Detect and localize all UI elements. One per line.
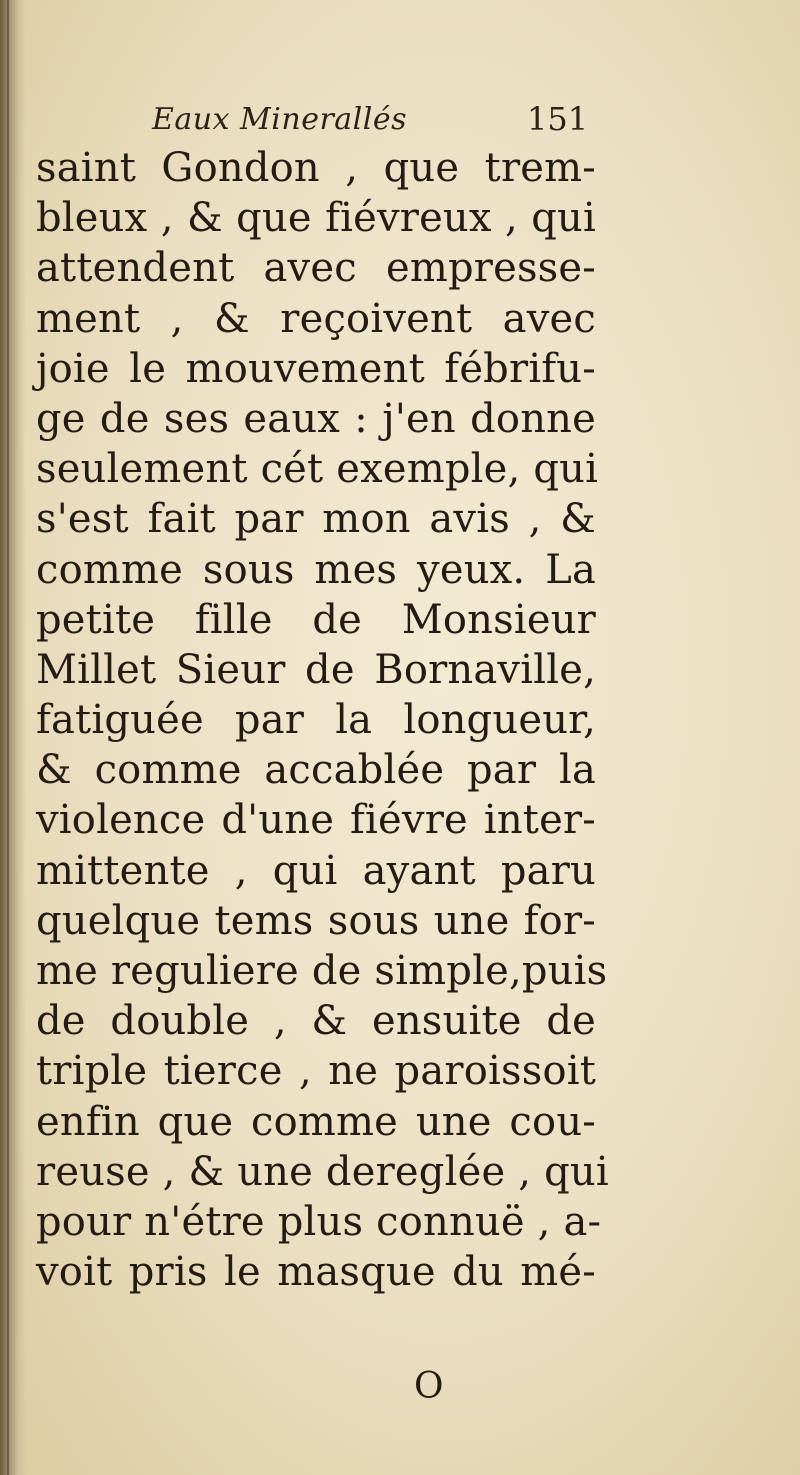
- text-line: de double , & ensuite de: [36, 998, 596, 1045]
- text-line: attendent avec empresse-: [36, 245, 596, 292]
- text-line: triple tierce , ne paroissoit: [36, 1048, 596, 1095]
- text-line: enfin que comme une cou-: [36, 1098, 596, 1145]
- text-line: reuse , & une dereglée , qui: [36, 1148, 609, 1195]
- text-line: bleux , & que fiévreux , qui: [36, 195, 596, 242]
- text-line: me reguliere de simple,puis: [36, 948, 608, 994]
- text-line: saint Gondon , que trem-: [36, 145, 596, 191]
- text-line: comme sous mes yeux. La: [36, 546, 596, 593]
- text-line: quelque tems sous une for-: [36, 897, 596, 944]
- text-line: seulement cét exemple, qui: [36, 446, 599, 493]
- text-line: violence d'une fiévre inter-: [36, 797, 596, 844]
- binding-edge: [7, 0, 9, 1475]
- page-number: 151: [527, 100, 589, 138]
- text-line: ment , & reçoivent avec: [36, 295, 596, 342]
- text-line: Millet Sieur de Bornaville,: [36, 646, 596, 693]
- text-line: mittente , qui ayant paru: [36, 847, 596, 894]
- text-line: ge de ses eaux : j'en donne: [36, 395, 596, 442]
- signature-mark: O: [414, 1366, 444, 1407]
- text-line: fatiguée par la longueur,: [36, 697, 596, 744]
- text-line: & comme accablée par la: [36, 747, 596, 794]
- text-line: s'est fait par mon avis , &: [36, 496, 596, 543]
- text-block: [36, 143, 609, 1297]
- text-line: joie le mouvement fébrifu-: [36, 345, 596, 392]
- text-line: voit pris le masque du mé-: [36, 1249, 596, 1296]
- binding-gutter: [0, 0, 26, 1475]
- page-header: [0, 92, 800, 142]
- text-line: pour n'étre plus connuë , a-: [36, 1198, 602, 1245]
- text-line: petite fille de Monsieur: [36, 596, 596, 643]
- running-title: Eaux Minerallés: [152, 102, 408, 137]
